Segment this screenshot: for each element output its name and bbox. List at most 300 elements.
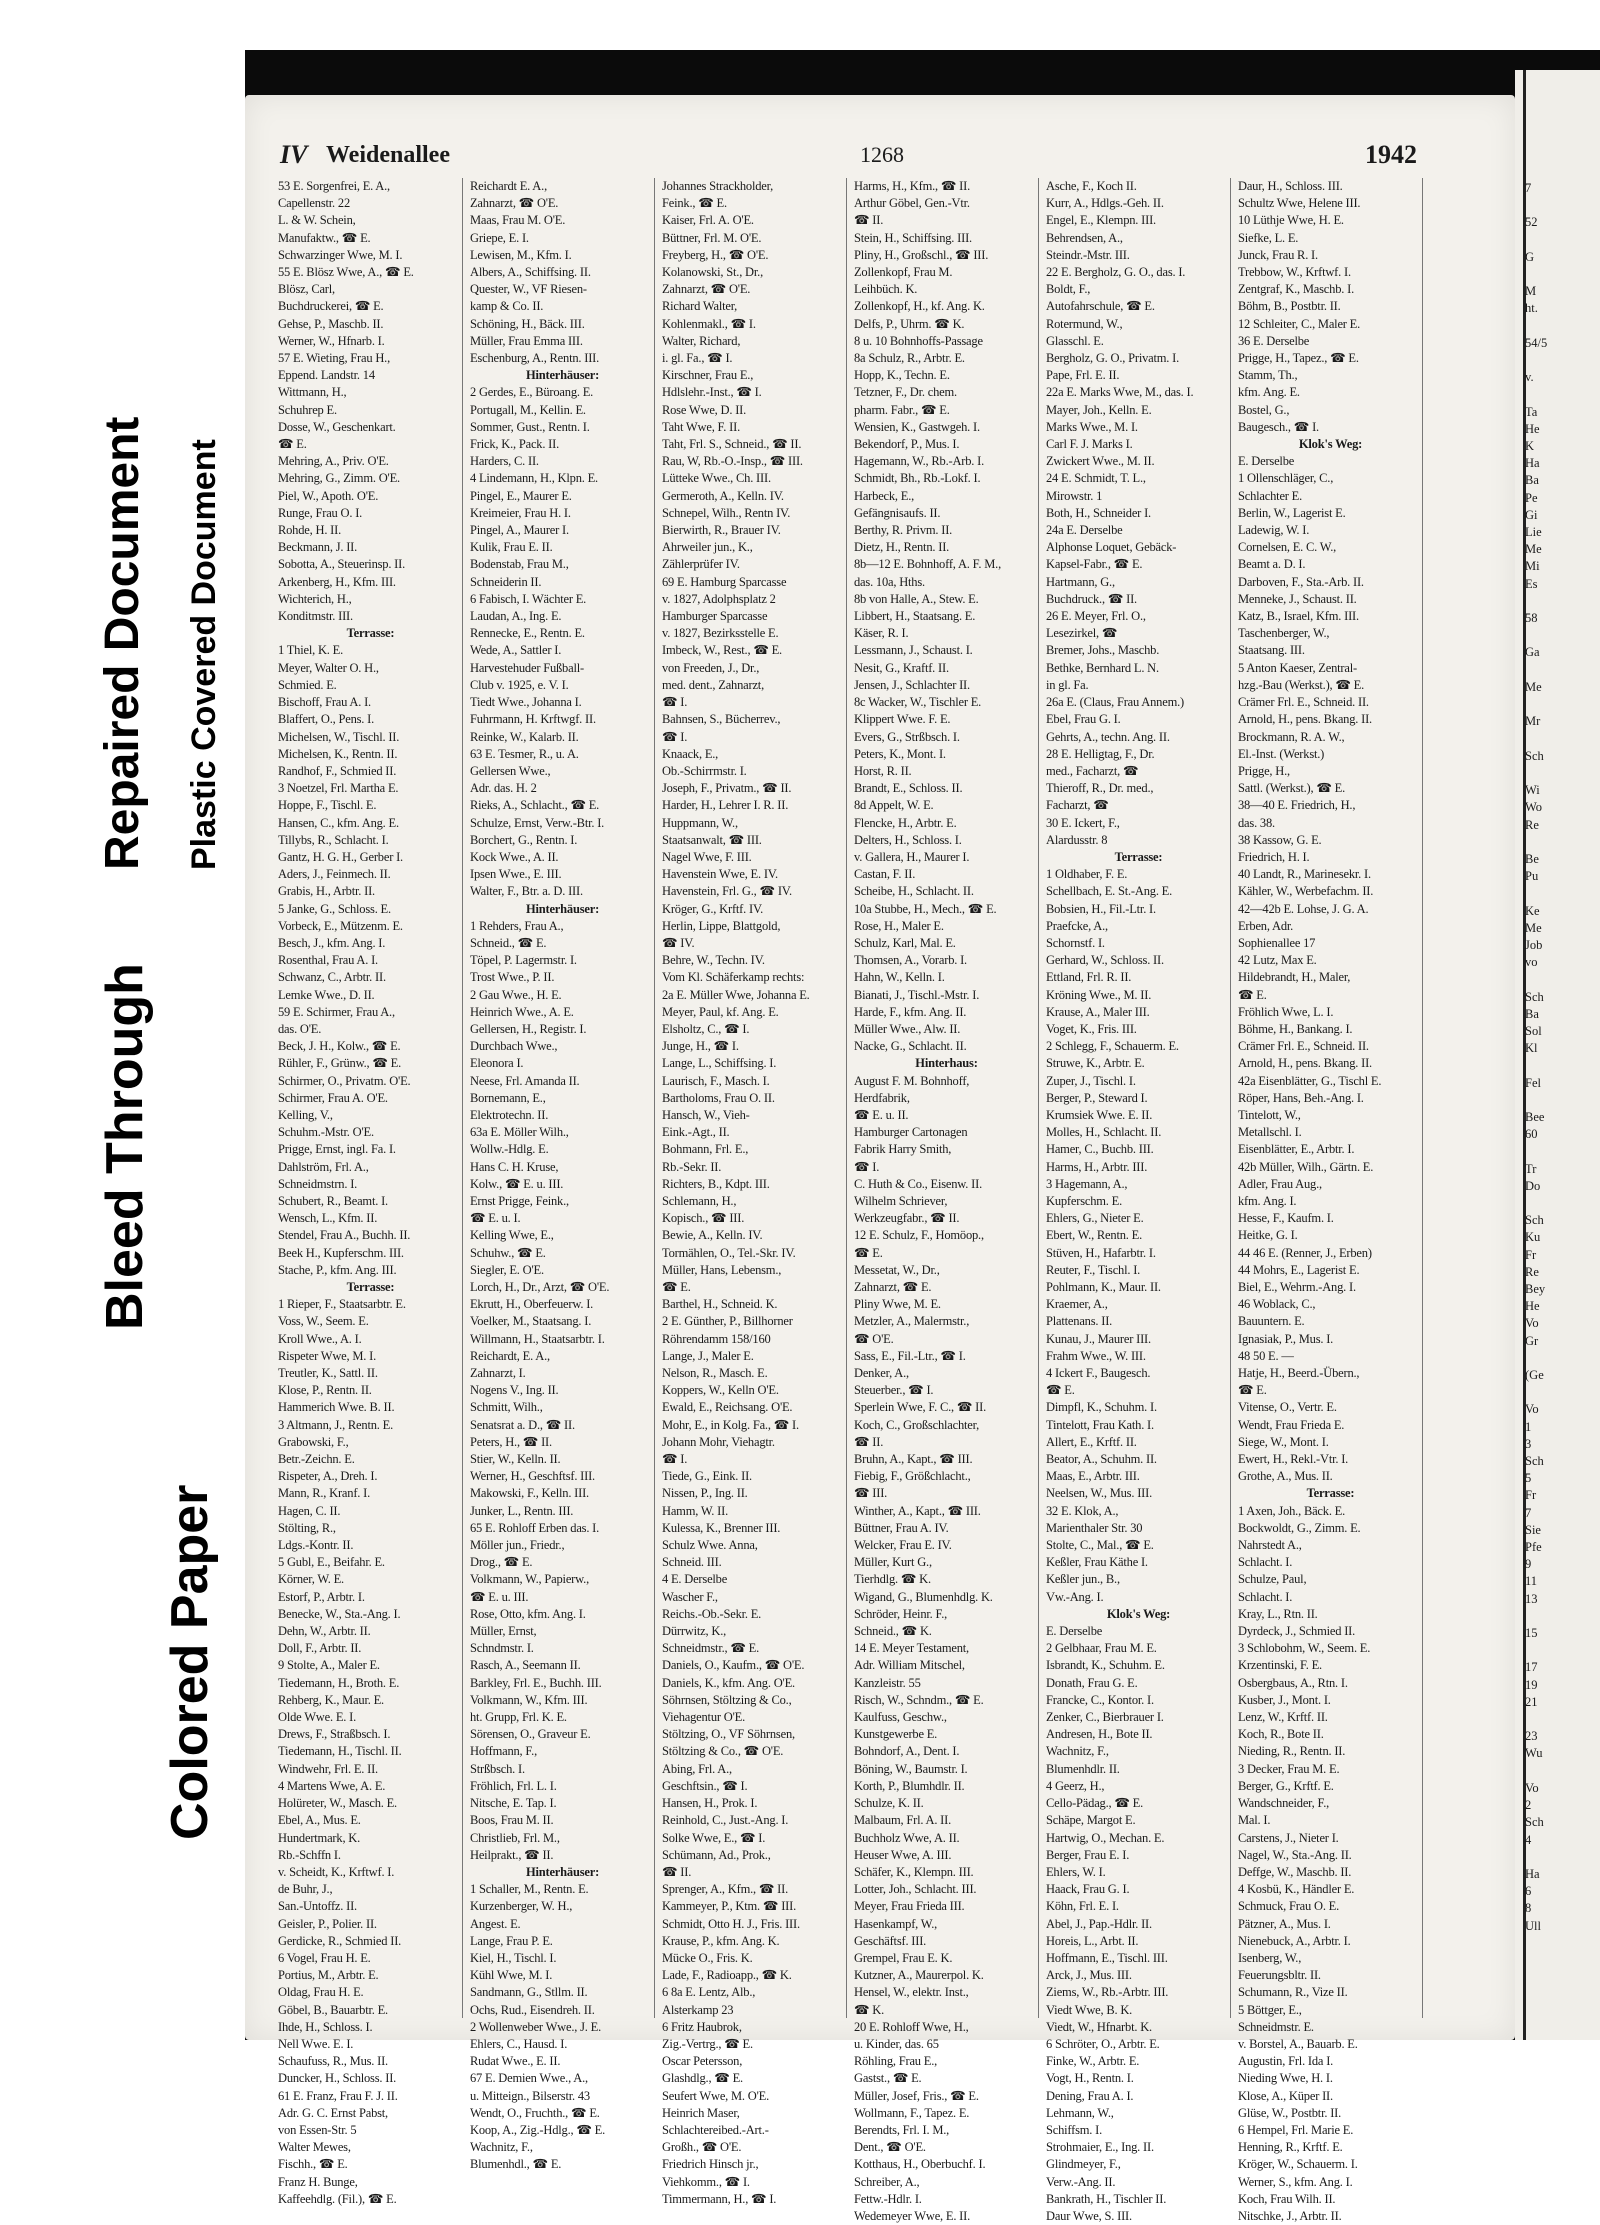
directory-entry: Beck, J. H., Kolw., ☎ E. <box>278 1039 401 1054</box>
label-plastic-covered-document: Plastic Covered Document <box>185 439 223 870</box>
next-page-fragment: Sch <box>1525 1454 1544 1469</box>
directory-entry: Borchert, G., Rentn. I. <box>470 832 578 847</box>
directory-entry: 4 Lindemann, H., Klpn. E. <box>470 471 598 486</box>
directory-entry: Zuper, J., Tischl. I. <box>1046 1073 1136 1088</box>
directory-entry: Herlin, Lippe, Blattgold, <box>662 918 781 933</box>
directory-entry: von Freeden, J., Dr., <box>662 660 760 675</box>
directory-entry: Schneidmstr. E. <box>1238 2019 1314 2034</box>
directory-entry: Elektrotechn. II. <box>470 1107 549 1122</box>
directory-entry: 32 E. Klok, A., <box>1046 1503 1119 1518</box>
directory-entry: Libbert, H., Staatsang. E. <box>854 609 976 624</box>
section-heading: Terrasse: <box>346 626 395 641</box>
next-page-fragment <box>1525 1849 1600 1866</box>
directory-entry: Krause, P., kfm. Ang. K. <box>662 1933 780 1948</box>
directory-entry: Viedt Wwe, B. K. <box>1046 2002 1133 2017</box>
directory-entry: Club v. 1925, e. V. I. <box>470 677 569 692</box>
directory-entry: Rühler, F., Grünw., ☎ E. <box>278 1056 402 1071</box>
directory-entry: 1 Rehders, Frau A., <box>470 918 564 933</box>
directory-entry: Bohmann, Frl. E., <box>662 1142 749 1157</box>
directory-entry: Mücke O., Fris. K. <box>662 1950 753 1965</box>
directory-entry: Evers, G., Strßbsch. I. <box>854 729 960 744</box>
directory-entry: Quester, W., VF Riesen- <box>470 282 587 297</box>
next-page-fragment: 13 <box>1525 1591 1538 1606</box>
directory-entry: Blumenhdlr. II. <box>1046 1761 1120 1776</box>
directory-entry: Beek H., Kupferschm. III. <box>278 1245 404 1260</box>
directory-entry: Welcker, Frau E. IV. <box>854 1538 952 1553</box>
next-page-fragment: Wi <box>1525 783 1540 798</box>
directory-entry: Kolw., ☎ E. u. III. <box>470 1176 564 1191</box>
directory-entry: Geschftsin., ☎ I. <box>662 1778 748 1793</box>
directory-entry: Schöning, H., Bäck. III. <box>470 316 585 331</box>
directory-entry: Fischh., ☎ E. <box>278 2157 348 2172</box>
directory-entry: Rotermund, W., <box>1046 316 1123 331</box>
directory-entry: Gerdicke, R., Schmied II. <box>278 1933 402 1948</box>
directory-entry: Lehmann, W., <box>1046 2105 1114 2120</box>
directory-entry: Kühl Wwe, M. I. <box>470 1968 553 1983</box>
directory-entry: Berlin, W., Lagerist E. <box>1238 505 1346 520</box>
next-page-fragment: Ull <box>1525 1918 1541 1933</box>
directory-entry: Behrendsen, A., <box>1046 230 1123 245</box>
directory-entry: 1 Ollenschläger, C., <box>1238 471 1334 486</box>
next-page-fragment: Re <box>1525 1264 1539 1279</box>
directory-entry: Schuhw., ☎ E. <box>470 1245 546 1260</box>
directory-entry: 22 E. Bergholz, G. O., das. I. <box>1046 265 1186 280</box>
section-heading: Terrasse: <box>1306 1486 1355 1501</box>
directory-entry: ☎ E. <box>854 1245 883 1260</box>
next-page-fragment <box>1525 1057 1600 1074</box>
directory-entry: Voget, K., Fris. III. <box>1046 1021 1137 1036</box>
directory-entry: Freyberg, H., ☎ O'E. <box>662 247 769 262</box>
directory-entry: Staatsang. III. <box>1238 643 1305 658</box>
directory-entry: Nelson, R., Masch. E. <box>662 1366 768 1381</box>
directory-entry: Daur, H., Schloss. III. <box>1238 179 1343 193</box>
directory-entry: Manufaktw., ☎ E. <box>278 230 371 245</box>
directory-entry: Neelsen, W., Mus. III. <box>1046 1486 1153 1501</box>
district-code: IV <box>280 140 308 169</box>
directory-entry: Hoppe, F., Tischl. E. <box>278 798 377 813</box>
directory-entry: E. Derselbe <box>1238 454 1295 469</box>
directory-entry: Beckmann, J. II. <box>278 540 358 555</box>
next-page-fragment: Sol <box>1525 1023 1542 1038</box>
next-page-fragment: Mr <box>1525 714 1541 729</box>
directory-entry: Crämer Frl. E., Schneid. II. <box>1238 1039 1369 1054</box>
directory-entry: 59 E. Schirmer, Frau A., <box>278 1004 395 1019</box>
directory-entry: Wigand, G., Blumenhdlg. K. <box>854 1589 993 1604</box>
directory-entry: Glasschl. E. <box>1046 333 1104 348</box>
directory-entry: 1 Rieper, F., Staatsarbtr. E. <box>278 1297 406 1312</box>
directory-entry: ☎ I. <box>662 695 688 710</box>
directory-entry: Ebel, A., Mus. E. <box>278 1813 361 1828</box>
directory-entry: 8d Appelt, W. E. <box>854 798 934 813</box>
directory-entry: Grabowski, F., <box>278 1434 349 1449</box>
section-heading: Klok's Weg: <box>1106 1606 1171 1621</box>
directory-entry: Wensch, L., Kfm. II. <box>278 1211 378 1226</box>
directory-entry: Kaiser, Frl. A. O'E. <box>662 213 754 228</box>
directory-entry: ☎ II. <box>854 1434 884 1449</box>
directory-entry: hzg.-Bau (Werkst.), ☎ E. <box>1238 677 1365 692</box>
directory-entry: Ekrutt, H., Oberfeuerw. I. <box>470 1297 594 1312</box>
directory-entry: Lemke Wwe., D. II. <box>278 987 375 1002</box>
directory-entry: Holüreter, W., Masch. E. <box>278 1796 397 1811</box>
next-page-fragment: Es <box>1525 576 1538 591</box>
directory-entry: Arck, J., Mus. III. <box>1046 1968 1132 1983</box>
directory-entry: Gellersen, H., Registr. I. <box>470 1021 587 1036</box>
directory-entry: 55 E. Blösz Wwe, A., ☎ E. <box>278 265 414 280</box>
directory-entry: Rose, H., Maler E. <box>854 918 944 933</box>
directory-entry: Facharzt, ☎ <box>1046 798 1109 813</box>
next-page-fragment <box>1525 1384 1600 1401</box>
next-page-fragment: 2 <box>1525 1798 1532 1813</box>
directory-entry: Hesse, F., Kaufm. I. <box>1238 1211 1334 1226</box>
directory-entry: Schultz Wwe, Helene III. <box>1238 196 1361 211</box>
next-page-fragment: Re <box>1525 817 1539 832</box>
directory-entry: Willmann, H., Staatsarbtr. I. <box>470 1331 605 1346</box>
directory-entry: Stein, H., Schiffsing. III. <box>854 230 972 245</box>
directory-entry: Duncker, H., Schloss. II. <box>278 2071 397 2086</box>
directory-entry: Ehlers, C., Hausd. I. <box>470 2036 568 2051</box>
directory-entry: Voelker, M., Staatsang. I. <box>470 1314 592 1329</box>
directory-entry: Havenstein, Frl. G., ☎ IV. <box>662 884 792 899</box>
directory-entry: Baugesch., ☎ I. <box>1238 419 1319 434</box>
directory-entry: Friedrich Hinsch jr., <box>662 2157 759 2172</box>
directory-entry: das. 10a, Hths. <box>854 574 925 589</box>
directory-entry: Koppers, W., Kelln O'E. <box>662 1383 779 1398</box>
directory-entry: Glüse, W., Postbtr. II. <box>1238 2105 1342 2120</box>
directory-entry: Kreimeier, Frau H. I. <box>470 505 571 520</box>
directory-entry: Ahrweiler jun., K., <box>662 540 753 555</box>
directory-entry: Vorbeck, E., Mützenm. E. <box>278 918 403 933</box>
section-heading: Hinterhäuser: <box>525 901 600 916</box>
directory-entry: Kroll Wwe., A. I. <box>278 1331 362 1346</box>
directory-entry: Fröhlich Wwe, L. I. <box>1238 1004 1334 1019</box>
directory-entry: med. dent., Zahnarzt, <box>662 677 765 692</box>
directory-entry: Randhof, F., Schmied II. <box>278 763 397 778</box>
directory-entry: Ebert, W., Rentn. E. <box>1046 1228 1142 1243</box>
directory-entry: Dürrwitz, K., <box>662 1624 727 1639</box>
directory-entry: 44 46 E. (Renner, J., Erben) <box>1238 1245 1372 1260</box>
directory-entry: L. & W. Schein, <box>278 213 356 228</box>
directory-entry: 46 Woblack, C., <box>1238 1297 1316 1312</box>
directory-entry: Carl F. J. Marks I. <box>1046 437 1133 452</box>
directory-entry: Hagen, C. II. <box>278 1503 341 1518</box>
next-page-fragment <box>1525 731 1600 748</box>
directory-entry: Seufert Wwe, M. O'E. <box>662 2088 770 2103</box>
next-page-fragment <box>1525 1608 1600 1625</box>
directory-entry: 42a Eisenblätter, G., Tischl E. <box>1238 1073 1382 1088</box>
directory-entry: Barthel, H., Schneid. K. <box>662 1297 778 1312</box>
next-page-fragment: Ke <box>1525 903 1540 918</box>
directory-entry: Beator, A., Schuhm. II. <box>1046 1452 1157 1467</box>
directory-entry: Fettw.-Hdlr. I. <box>854 2191 922 2206</box>
directory-entry: Peters, H., ☎ II. <box>470 1434 552 1449</box>
directory-entry: Kohlenmakl., ☎ I. <box>662 316 756 331</box>
directory-entry: Stier, W., Kelln. II. <box>470 1452 561 1467</box>
directory-entry: Arkenberg, H., Kfm. III. <box>278 574 396 589</box>
directory-entry: Kapsel-Fabr., ☎ E. <box>1046 557 1143 572</box>
directory-entry: Pliny, H., Großschl., ☎ III. <box>854 247 989 262</box>
directory-entry: ☎ IV. <box>662 935 695 950</box>
next-page-fragment: Ta <box>1525 404 1538 419</box>
directory-entry: Laurisch, F., Masch. I. <box>662 1073 770 1088</box>
directory-entry: Lange, J., Maler E. <box>662 1348 754 1363</box>
directory-entry: 1 Schaller, M., Rentn. E. <box>470 1882 589 1897</box>
next-page-fragment: M <box>1525 284 1537 299</box>
next-page-fragment: 1 <box>1525 1419 1532 1434</box>
directory-entry: Schuhrep E. <box>278 402 337 417</box>
directory-entry: Rennecke, E., Rentn. E. <box>470 626 585 641</box>
next-page-fragment: Sch <box>1525 748 1544 763</box>
directory-entry: 30 E. Ickert, F., <box>1046 815 1120 830</box>
directory-entry: Töpel, P. Lagermstr. I. <box>470 953 577 968</box>
directory-entry: Nieding, R., Rentn. II. <box>1238 1744 1346 1759</box>
directory-entry: Koch, R., Bote II. <box>1238 1727 1324 1742</box>
page-number: 1268 <box>860 142 904 167</box>
directory-entry: Hamm, W. II. <box>662 1503 728 1518</box>
next-page-fragment: Ba <box>1525 1006 1539 1021</box>
next-page-fragment: 17 <box>1525 1660 1538 1675</box>
directory-entry: Grempel, Frau E. K. <box>854 1950 953 1965</box>
directory-entry: Schulz, Karl, Mal. E. <box>854 935 956 950</box>
directory-entry: Gehse, P., Maschb. II. <box>278 316 384 331</box>
directory-entry: Risch, W., Schndm., ☎ E. <box>854 1692 984 1707</box>
next-page-fragment <box>1525 318 1600 335</box>
next-page-fragment: Pe <box>1525 490 1538 505</box>
directory-entry: Müller, Frau Emma III. <box>470 333 583 348</box>
directory-entry: Dyrdeck, J., Schmied II. <box>1238 1624 1356 1639</box>
directory-entry: Schwarzinger Wwe, M. I. <box>278 247 403 262</box>
directory-entry: Crämer Frl. E., Schneid. II. <box>1238 695 1369 710</box>
directory-entry: Mohr, E., in Kolg. Fa., ☎ I. <box>662 1417 799 1432</box>
directory-entry: ☎ I. <box>662 729 688 744</box>
directory-entry: Schmitt, Wilh., <box>470 1400 543 1415</box>
directory-entry: Betr.-Zeichn. E. <box>278 1452 355 1467</box>
directory-entry: 3 Noetzel, Frl. Martha E. <box>278 781 399 796</box>
next-page-fragment: Ga <box>1525 645 1540 660</box>
directory-entry: Maas, E., Arbtr. III. <box>1046 1469 1140 1484</box>
directory-entry: Alsterkamp 23 <box>662 2002 734 2017</box>
directory-entry: Dahlström, Frl. A., <box>278 1159 369 1174</box>
directory-entry: Bergholz, G. O., Privatm. I. <box>1046 351 1180 366</box>
next-page-fragment: Fel <box>1525 1075 1541 1090</box>
directory-entry: Nell Wwe. E. I. <box>278 2036 354 2051</box>
directory-entry: Kotthaus, H., Oberbuchf. I. <box>854 2157 986 2172</box>
directory-entry: Walter, F., Btr. a. D. III. <box>470 884 583 899</box>
directory-entry: 6 Fritz Haubrok, <box>662 2019 742 2034</box>
year: 1942 <box>1365 140 1417 169</box>
directory-entry: Zollenkopf, H., kf. Ang. K. <box>854 299 985 314</box>
directory-entry: 10 Lüthje Wwe, H. E. <box>1238 213 1344 228</box>
next-page-fragment: 6 <box>1525 1884 1532 1899</box>
directory-entry: Schmidt, Otto H. J., Fris. III. <box>662 1916 800 1931</box>
directory-entry: Delters, H., Schloss. I. <box>854 832 962 847</box>
directory-entry: Oscar Petersson, <box>662 2054 743 2069</box>
directory-entry: Schneiderin II. <box>470 574 542 589</box>
directory-entry: Messetat, W., Dr., <box>854 1262 940 1277</box>
directory-entry: Schlachter E. <box>1238 488 1303 503</box>
directory-entry: ☎ E. u. II. <box>854 1107 909 1122</box>
directory-entry: Lessmann, J., Schaust. I. <box>854 643 973 658</box>
directory-entry: Richard Walter, <box>662 299 738 314</box>
directory-entry: Darboven, F., Sta.-Arb. II. <box>1238 574 1364 589</box>
directory-entry: 6 Hempel, Frl. Marie E. <box>1238 2122 1354 2137</box>
directory-entry: Boos, Frau M. II. <box>470 1813 554 1828</box>
directory-entry: Schulz Wwe. Anna, <box>662 1538 758 1553</box>
directory-entry: Junker, L., Rentn. III. <box>470 1503 574 1518</box>
next-page-fragment: Me <box>1525 920 1542 935</box>
next-page-fragment <box>1525 197 1600 214</box>
directory-entry: Gefängnisaufs. II. <box>854 505 941 520</box>
directory-entry: Drog., ☎ E. <box>470 1555 533 1570</box>
directory-entry: Engel, E., Klempn. III. <box>1046 213 1156 228</box>
directory-entry: Harbeck, E., <box>854 488 915 503</box>
directory-entry: Hamburger Cartonagen <box>854 1125 968 1140</box>
directory-entry: Heuser Wwe, A. III. <box>854 1847 952 1862</box>
directory-entry: Christlieb, Frl. M., <box>470 1830 560 1845</box>
next-page-fragment: Gi <box>1525 507 1538 522</box>
next-page-fragment: Wo <box>1525 800 1543 815</box>
directory-entry: Bewie, A., Kelln. IV. <box>662 1228 763 1243</box>
next-page-fragment: 7 <box>1525 1505 1532 1520</box>
directory-entry: Schneidmstr., ☎ E. <box>662 1641 760 1656</box>
directory-entry: Alardusstr. 8 <box>1046 832 1108 847</box>
directory-entry: Schneid., ☎ E. <box>470 935 547 950</box>
directory-entry: Körner, W. E. <box>278 1572 344 1587</box>
directory-entry: Pingel, E., Maurer E. <box>470 488 572 503</box>
directory-entry: Schmied. E. <box>278 677 337 692</box>
directory-entry: Asche, F., Koch II. <box>1046 179 1137 193</box>
directory-entry: Schlachtereibed.-Art.- <box>662 2122 769 2137</box>
directory-entry: Berthy, R. Privm. II. <box>854 523 953 538</box>
directory-entry: Kelling, V., <box>278 1107 333 1122</box>
directory-entry: Röhrendamm 158/160 <box>662 1331 771 1346</box>
directory-entry: Bekendorf, P., Mus. I. <box>854 437 960 452</box>
next-page-fragment: 58 <box>1525 611 1538 626</box>
directory-entry: Nieding Wwe, H. I. <box>1238 2071 1333 2086</box>
directory-entry: 5 Gubl, E., Beifahr. E. <box>278 1555 385 1570</box>
section-heading: Hinterhäuser: <box>525 1864 600 1879</box>
next-page-fragment: 7 <box>1525 181 1532 195</box>
next-page-fragment: 60 <box>1525 1127 1538 1142</box>
directory-entry: Schulze, Ernst, Verw.-Btr. I. <box>470 815 605 830</box>
directory-entry: Hagemann, W., Rb.-Arb. I. <box>854 454 985 469</box>
directory-entry: Walter, Richard, <box>662 333 741 348</box>
next-page-fragment <box>1525 1763 1600 1780</box>
directory-entry: Klose, P., Rentn. II. <box>278 1383 372 1398</box>
directory-entry: 2 Schlegg, F., Schauerm. E. <box>1046 1039 1179 1054</box>
directory-entry: 24a E. Derselbe <box>1046 523 1123 538</box>
directory-entry: Reinke, W., Kalarb. II. <box>470 729 579 744</box>
directory-entry: 57 E. Wieting, Frau H., <box>278 351 391 366</box>
next-page-fragment: Do <box>1525 1178 1541 1193</box>
directory-entry: Wachnitz, F., <box>1046 1744 1109 1759</box>
directory-entry: 3 Hagemann, A., <box>1046 1176 1128 1191</box>
directory-entry: Schellbach, E. St.-Ang. E. <box>1046 884 1173 899</box>
directory-entry: ☎ E. <box>662 1280 691 1294</box>
directory-entry: 22a E. Marks Wwe, M., das. I. <box>1046 385 1194 400</box>
directory-entry: Scheibe, H., Schlacht. II. <box>854 884 974 899</box>
directory-entry: Koch, C., Großschlachter, <box>854 1417 980 1432</box>
directory-entry: 4 Ickert F., Baugesch. <box>1046 1366 1151 1381</box>
directory-entry: Heilprakt., ☎ II. <box>470 1847 554 1862</box>
next-page-fragment: Mi <box>1525 559 1540 574</box>
directory-entry: kfm. Ang. E. <box>1238 385 1300 400</box>
directory-entry: Schirmer, O., Privatm. O'E. <box>278 1073 411 1088</box>
directory-entry: Adr. das. H. 2 <box>470 781 537 796</box>
directory-entry: Krumsiek Wwe. E. II. <box>1046 1107 1153 1122</box>
section-heading: Terrasse: <box>1114 849 1163 864</box>
directory-entry: Hopp, K., Techn. E. <box>854 368 950 383</box>
directory-entry: Böhme, H., Bankang. I. <box>1238 1021 1353 1036</box>
directory-entry: Büttner, Frau A. IV. <box>854 1520 949 1535</box>
next-page-fragment <box>1525 1143 1600 1160</box>
directory-entry: Hansen, H., Prok. I. <box>662 1796 758 1811</box>
directory-entry: Piel, W., Apoth. O'E. <box>278 488 379 503</box>
directory-entry: in gl. Fa. <box>1046 677 1089 692</box>
directory-entry: i. gl. Fa., ☎ I. <box>662 351 733 366</box>
directory-entry: Marienthaler Str. 30 <box>1046 1520 1143 1535</box>
directory-entry: Tiede, G., Eink. II. <box>662 1469 752 1484</box>
directory-entry: Tiedt Wwe., Johanna I. <box>470 695 582 710</box>
directory-entry: Griepe, E. I. <box>470 230 529 245</box>
directory-entry: Ziems, W., Rb.-Arbtr. III. <box>1046 1985 1169 2000</box>
directory-entry: Portius, M., Arbtr. E. <box>278 1968 379 1983</box>
directory-entry: Haack, Frau G. I. <box>1046 1882 1130 1897</box>
next-page-fragment: Pfe <box>1525 1540 1542 1555</box>
directory-entry: Bodenstab, Frau M., <box>470 557 569 572</box>
directory-entry: Schndmstr. I. <box>470 1641 534 1656</box>
next-page-fragment <box>1525 696 1600 713</box>
next-page-fragment: 52 <box>1525 215 1538 230</box>
directory-entry: Kröger, G., Krftf. IV. <box>662 901 764 916</box>
directory-entry: Kusber, J., Mont. I. <box>1238 1692 1331 1707</box>
directory-entry: Tierhdlg. ☎ K. <box>854 1572 931 1587</box>
directory-entry: Meyer, Frau Frieda III. <box>854 1899 965 1914</box>
directory-entry: 4 Kosbü, K., Händler E. <box>1238 1882 1355 1897</box>
directory-entry: Ldgs.-Kontr. II. <box>278 1538 354 1553</box>
directory-entry: Malbaum, Frl. A. II. <box>854 1813 952 1828</box>
directory-entry: 4 Martens Wwe, A. E. <box>278 1778 386 1793</box>
directory-entry: Kulessa, K., Brenner III. <box>662 1520 781 1535</box>
directory-entry: Nahrstedt A., <box>1238 1538 1302 1553</box>
next-page-fragment: 21 <box>1525 1694 1538 1709</box>
next-page-fragment: 15 <box>1525 1626 1538 1641</box>
directory-entry: u. Kinder, das. 65 <box>854 2036 939 2051</box>
directory-entry: Kunau, J., Maurer III. <box>1046 1331 1151 1346</box>
directory-entry: Schirmer, Frau A. O'E. <box>278 1090 388 1105</box>
directory-entry: Mehring, A., Priv. O'E. <box>278 454 389 469</box>
directory-entry: Konditmstr. III. <box>278 609 353 624</box>
directory-entry: Carstens, J., Nieter I. <box>1238 1830 1339 1845</box>
directory-entry: Schubert, R., Beamt. I. <box>278 1193 388 1208</box>
directory-entry: Behre, W., Techn. IV. <box>662 953 765 968</box>
directory-entry: Ehlers, W. I. <box>1046 1864 1106 1879</box>
directory-entry: Ernst Prigge, Feink., <box>470 1193 569 1208</box>
directory-entry: Metzler, A., Malermstr., <box>854 1314 970 1329</box>
directory-entry: Barkley, Frl. E., Buchh. III. <box>470 1675 602 1690</box>
directory-entry: 26a E. (Claus, Frau Annem.) <box>1046 695 1184 710</box>
directory-entry: Hasenkampf, W., <box>854 1916 938 1931</box>
directory-entry: Stöltzing, O., VF Söhrnsen, <box>662 1727 795 1742</box>
section-heading: Terrasse: <box>346 1280 395 1294</box>
next-page-fragment: Be <box>1525 851 1539 866</box>
directory-entry: Estorf, P., Arbtr. I. <box>278 1589 365 1604</box>
directory-entry: Dimpfl, K., Schuhm. I. <box>1046 1400 1157 1415</box>
directory-entry: Bartholoms, Frau O. II. <box>662 1090 775 1105</box>
directory-entry: Kröger, W., Schauerm. I. <box>1238 2157 1358 2172</box>
directory-entry: ☎ O'E. <box>854 1331 894 1346</box>
directory-entry: Zahnarzt, ☎ O'E. <box>662 282 751 297</box>
directory-entry: 36 E. Derselbe <box>1238 333 1310 348</box>
